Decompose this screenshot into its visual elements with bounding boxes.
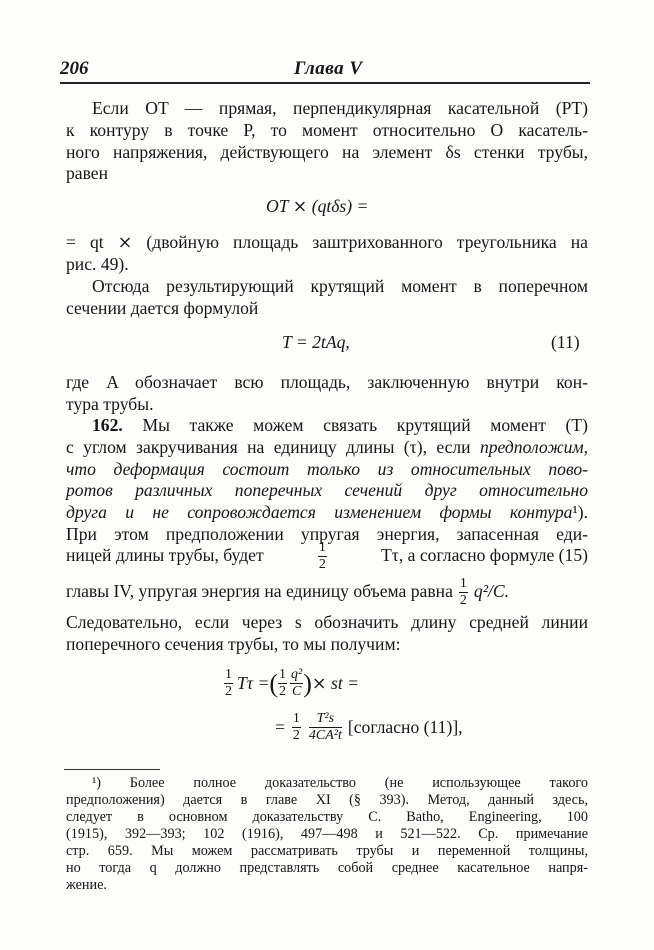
fraction-half: $\frac{1}{2}$ [318,539,326,572]
paragraph-3 [66,276,588,320]
paragraph-2 [66,232,588,276]
footnote-line: жение. [66,877,107,893]
footnote-line: следует в основном доказательству С. Batho, Engineering, 100 [66,809,588,825]
footnote [66,775,588,894]
text-line: с углом закручивания на единицу длины (τ), если предположим, [66,436,588,457]
paragraph-5-tail [66,612,588,656]
text-line: = qt ⨯ (двойную площадь заштрихованного треугольника на [66,232,588,252]
equation-torque: T = 2tAq, [282,332,350,352]
section-162 [66,415,588,546]
text-line: поперечного сечения трубы, то мы получим: [66,633,401,654]
equation-energy-2: = $\frac{1}{2}$ $\frac{\text{T²s}}{\text{4CA²t}}$ [согласно (11)], [274,711,463,743]
text-line: 162. Мы также можем связать крутящий момент (T) [92,415,588,435]
fraction-half: $\frac{1}{2}$ [459,575,467,608]
text-line: тура трубы. [66,393,154,414]
text-line: сечении дается формулой [66,297,259,318]
section-number: 162. [92,415,123,435]
text-line: где A обозначает всю площадь, заключенную внутри кон- [66,372,588,392]
text-line: ного напряжения, действующего на элемент δs стенки трубы, [66,141,588,162]
text-line: друга и не сопровождается изменением формы контура¹). [66,502,588,523]
running-header [60,58,592,80]
footnote-line: ¹) Более полное доказательство (не использующее такого [92,775,588,791]
equation-number: (11) [551,332,580,352]
text-line: равен [66,163,109,184]
chapter-title: Глава V [294,58,363,79]
footnote-rule [64,769,160,770]
text-line: При этом предположении упругая энергия, запасенная еди- [66,523,588,544]
text-line: рис. 49). [66,253,129,274]
footnote-line: предположения) дается в главе XI (§ 393). Метод, данный здесь, [66,792,588,808]
footnote-line: стр. 659. Мы можем рассматривать трубы и переменной толщины, [66,843,588,859]
text-line: Если OT — прямая, перпендикулярная касательной (PT) [92,98,588,118]
text-line: Следовательно, если через s обозначить длину средней линии [66,612,588,632]
paragraph-1 [66,98,588,185]
page-number: 206 [60,58,89,79]
text-line-fraction: главы IV, упругая энергия на единицу объема равна $\frac{1}{2}$ q²/C. [66,575,509,608]
text-line: что деформация состоит только из относительных пово- [66,458,588,479]
equation-moment: OT ⨯ (qtδs) = [266,196,369,216]
header-rule [60,82,590,84]
footnote-line: (1915), 392—393; 102 (1916), 497—498 и 521—522. Ср. примечание [66,826,588,842]
text-line: к контуру в точке P, то момент относительно O касатель- [66,119,588,140]
text-line: Отсюда результирующий крутящий момент в поперечном [92,276,588,296]
paragraph-4 [66,372,588,416]
equation-energy-1: $\frac{1}{2}$ Tτ = ( $\frac{1}{2}$ $\frac{\text{q²}}{C}$ ) ⨯ st = [225,667,360,699]
text-line: ротов различных поперечных сечений друг относительно [66,480,588,501]
footnote-line: но тогда q должно представлять собой среднее касательное напря- [66,860,588,876]
text-line-fraction: ницей длины трубы, будет $\frac{1}{2}$ Tτ, а согласно формуле (15) [66,539,588,572]
